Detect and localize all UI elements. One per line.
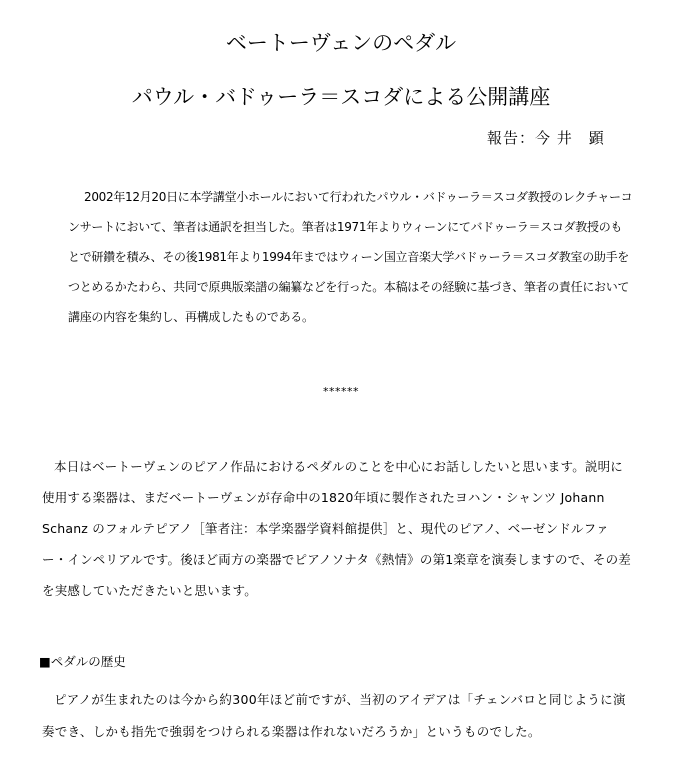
intro-paragraph: 2002年12月20日に本学講堂小ホールにおいて行われたパウル・バドゥーラ＝スコダ教授のレクチャーコンサートにおいて、筆者は通訳を担当した。筆者は1971年よりウィーンにてバドゥーラ＝スコダ教授のもとで研鑽を積み、その後1981年より1994年まではウィーン国立音楽大学バドゥーラ＝スコダ教室の助手をつとめるかたわら、共同で原典版楽譜の編纂などを行った。本稿はその経験に基づき、筆者の責任において講座の内容を集約し、再構成したものである。 <box>68 190 633 324</box>
document-subtitle: パウル・バドゥーラ＝スコダによる公開講座 <box>131 85 551 109</box>
body-paragraph-2: ピアノが生まれたのは今から約300年ほど前ですが、当初のアイデアは「チェンバロと同じように演奏でき、しかも指先で強弱をつけられる楽器は作れないだろうか」というものでした。 <box>42 692 626 739</box>
section-heading-pedal-history: ■ペダルの歴史 <box>39 654 126 669</box>
document-title: ベートーヴェンのペダル <box>225 31 457 55</box>
body-paragraph-1: 本日はベートーヴェンのピアノ作品におけるペダルのことを中心にお話ししたいと思います。説明に使用する楽器は、まだベートーヴェンが存命中の1820年頃に製作されたヨハン・シャンツ Johann Schanz のフォルテピアノ［筆者注：本学楽器学資料館提供］と、現代のピアノ、ベーゼンドルファー・インペリアルです。後ほど両方の楽器でピアノソナタ《熱情》の第1楽章を演奏しますので、その差を実感していただきたいと思います。 <box>42 459 631 598</box>
reporter-credit: 報告：今 井 顕 <box>487 129 605 147</box>
intro-paragraph-block <box>68 182 633 332</box>
section-separator: ****** <box>323 385 359 398</box>
body-paragraph-block-1 <box>42 451 634 606</box>
body-paragraph-block-2 <box>42 684 634 748</box>
